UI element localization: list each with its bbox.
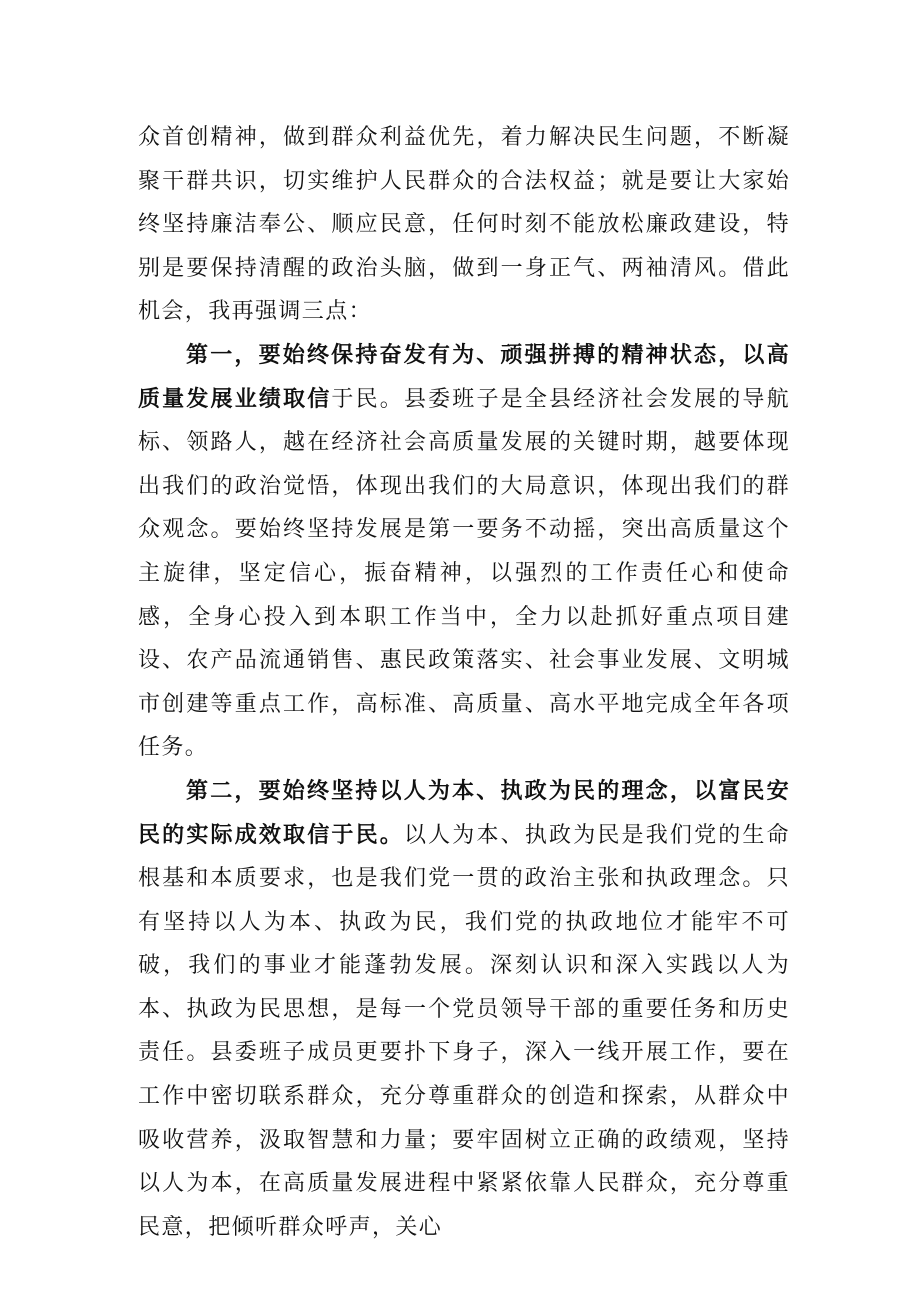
paragraph-text: 众首创精神，做到群众利益优先，着力解决民生问题，不断凝聚干群共识，切实维护人民群众的合法权益；就是要让大家始终坚持廉洁奉公、顺应民意，任何时刻不能放松廉政建设，特别是要保持清醒的政治头脑，做到一身正气、两袖清风。借此机会，我再强调三点： [138,125,790,325]
paragraph-text: 以人为本、执政为民是我们党的生命根基和本质要求，也是我们党一贯的政治主张和执政理念。只有坚持以人为本、执政为民，我们党的执政地位才能牢不可破，我们的事业才能蓬勃发展。深刻认识和深入实践以人为本、执政为民思想，是每一个党员领导干部的重要任务和历史责任。县委班子成员更要扑下身子，深入一线开展工作，要在工作中密切联系群众，充分尊重群众的创造和探索，从群众中吸收营养，汲取智慧和力量；要牢固树立正确的政绩观，坚持以人为本，在高质量发展进程中紧紧依靠人民群众，充分尊重民意，把倾听群众呼声，关心 [138,822,791,1240]
paragraph-heading-bold: 第二，要始终坚持以人为本、执政为民的理念，以富民安民的实际成效取信于民。 [138,777,790,848]
paragraph-point-two [138,770,790,1250]
document-body [138,116,790,1249]
paragraph-continuation [138,116,790,334]
paragraph-point-one [138,334,790,770]
paragraph-text: 于民。县委班子是全县经济社会发展的导航标、领路人，越在经济社会高质量发展的关键时期，越要体现出我们的政治觉悟，体现出我们的大局意识，体现出我们的群众观念。要始终坚持发展是第一要务不动摇，突出高质量这个主旋律，坚定信心，振奋精神，以强烈的工作责任心和使命感，全身心投入到本职工作当中，全力以赴抓好重点项目建设、农产品流通销售、惠民政策落实、社会事业发展、文明城市创建等重点工作，高标准、高质量、高水平地完成全年各项任务。 [138,386,790,761]
paragraph-heading-bold: 第一，要始终保持奋发有为、顽强拼搏的精神状态，以高质量发展业绩取信 [138,341,790,412]
